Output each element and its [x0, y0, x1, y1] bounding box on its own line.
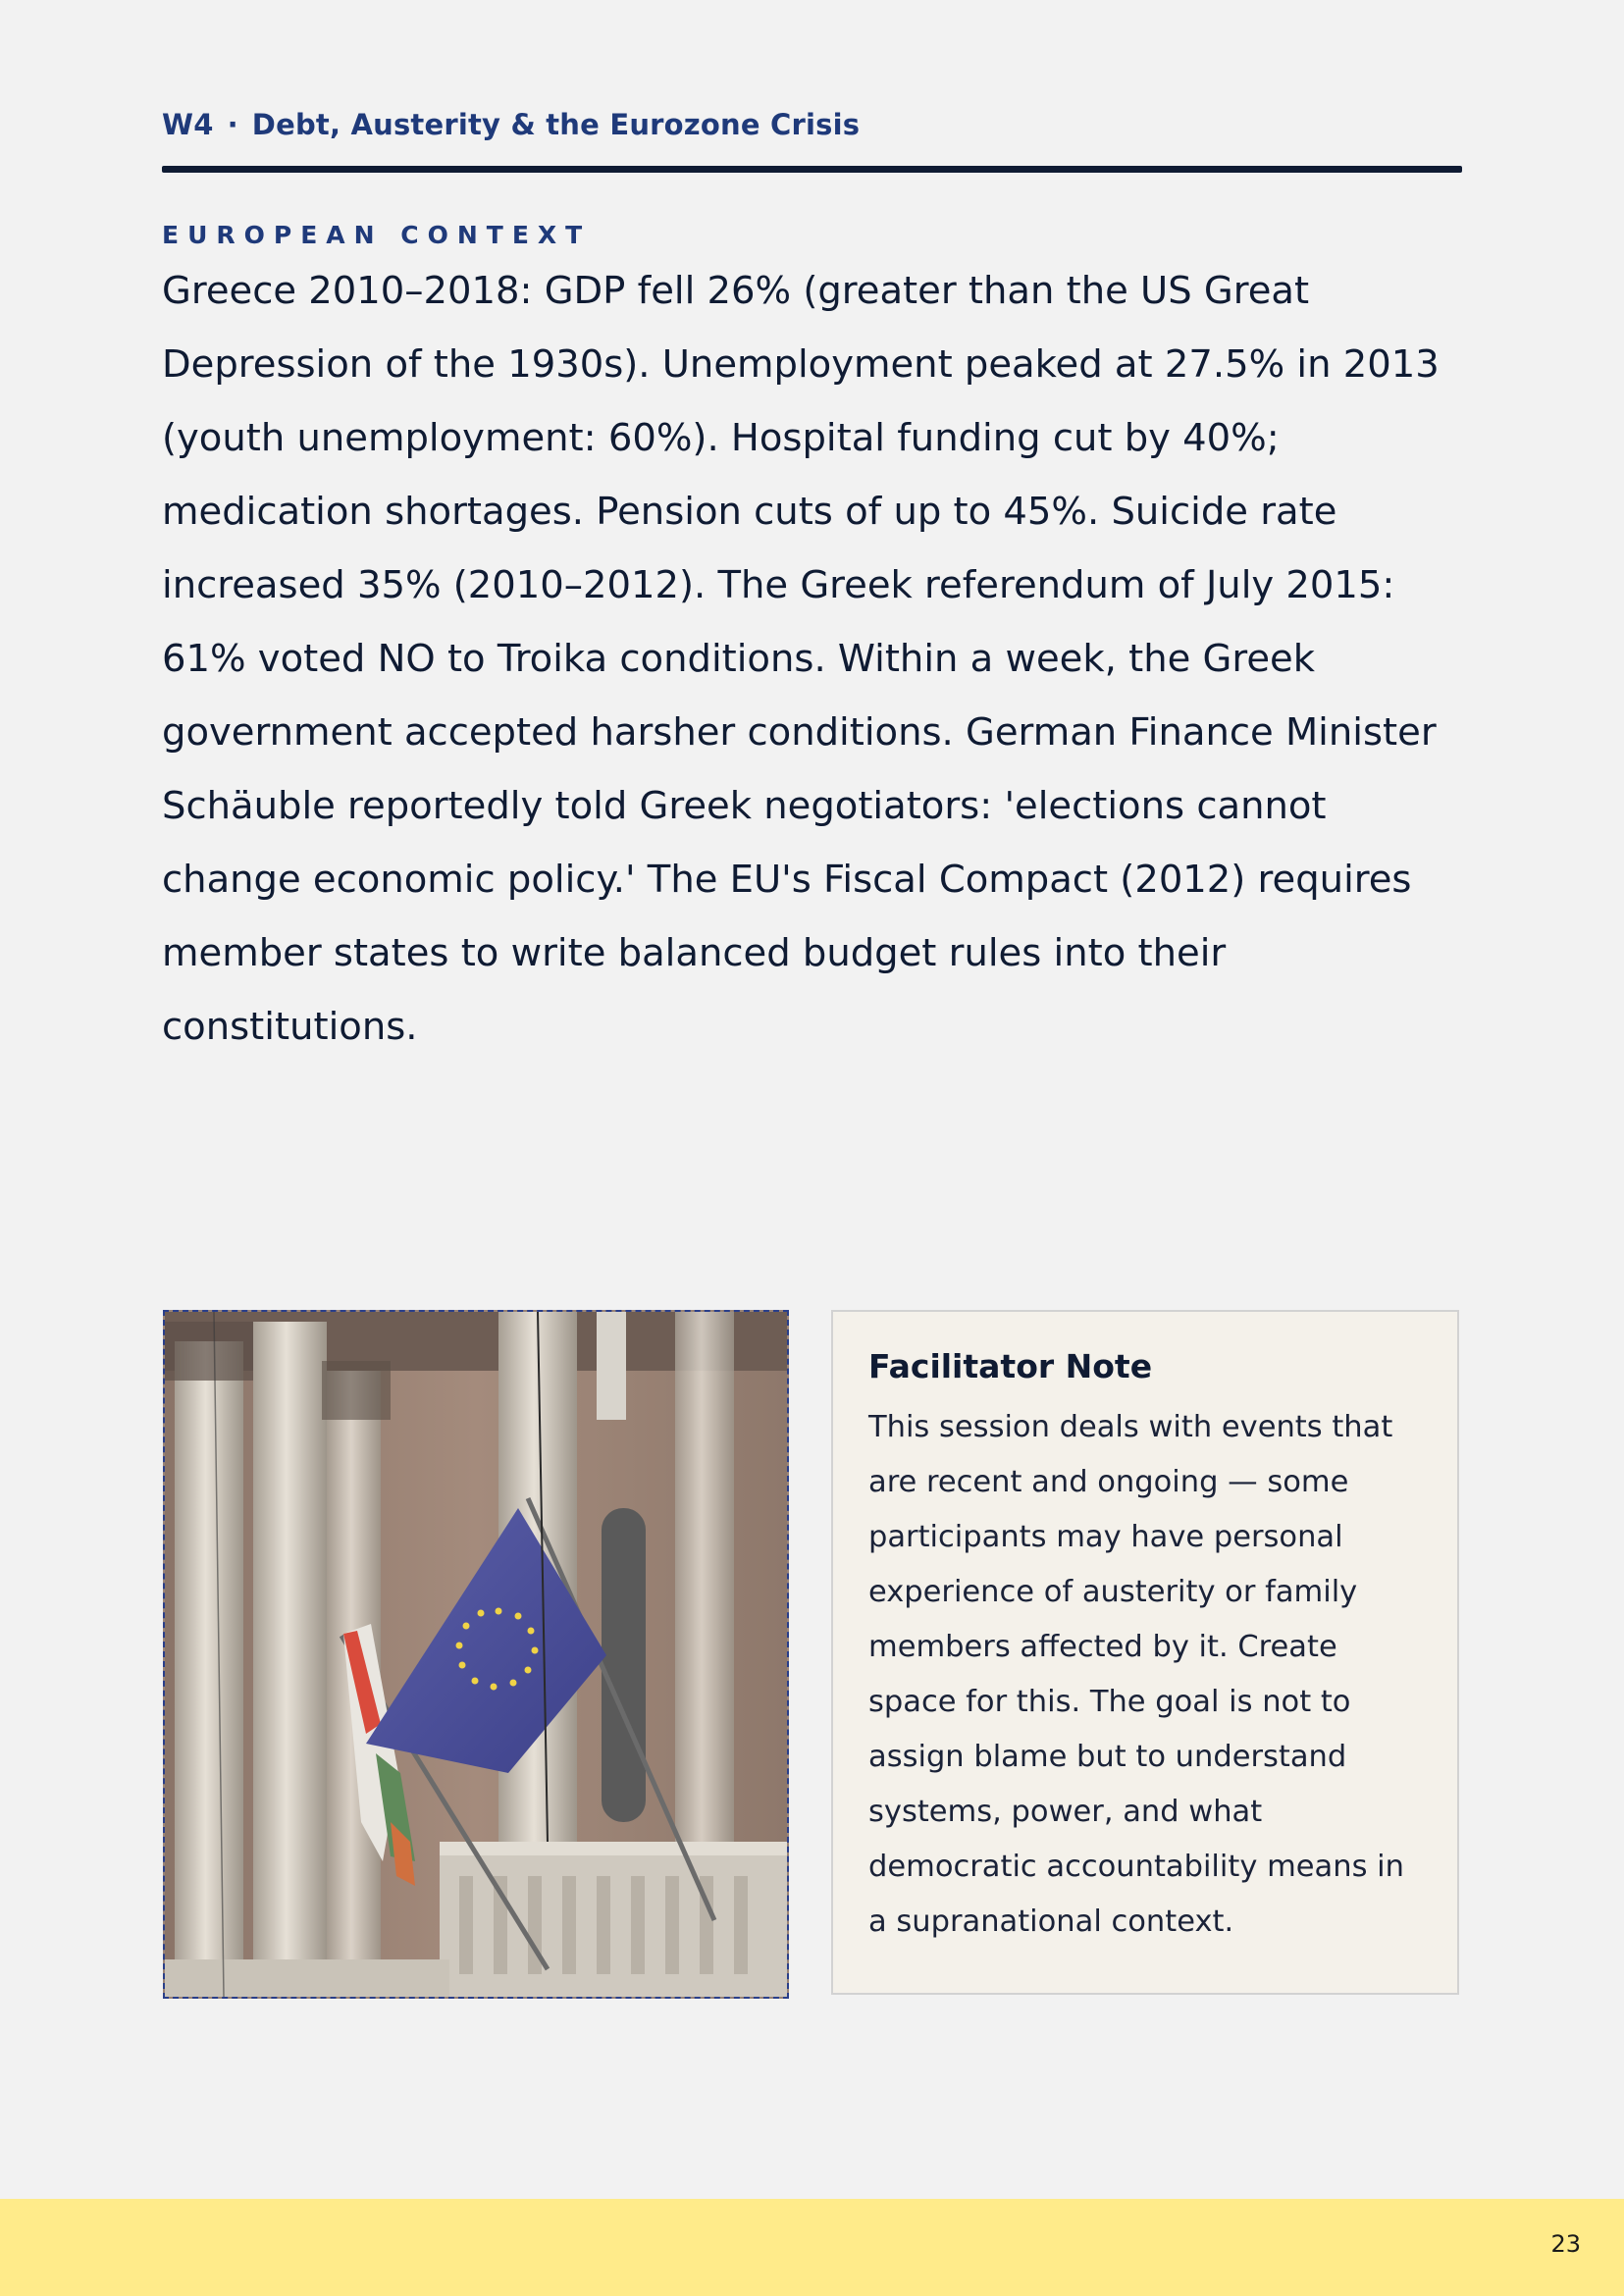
- week-label: W4: [162, 108, 214, 141]
- page-footer: [0, 2199, 1624, 2296]
- section-body: Greece 2010–2018: GDP fell 26% (greater than the US Great Depression of the 1930s). Unemployment peaked at 27.5% in 2013 (youth unemployment: 60%). Hospital funding cut by 40%; medication shortages. Pension cuts of up to 45%. Suicide rate increased 35% (2010–2012). The Greek referendum of July 2015: 61% voted NO to Troika conditions. Within a week, the Greek government accepted harsher conditions. German Finance Minister Schäuble reportedly told Greek negotiators: 'elections cannot change economic policy.' The EU's Fiscal Compact (2012) requires member states to write balanced budget rules into their constitutions.: [162, 269, 1440, 1049]
- header-separator: ·: [227, 108, 238, 141]
- facilitator-note: [831, 1310, 1459, 1995]
- chapter-title: Debt, Austerity & the Eurozone Crisis: [251, 108, 861, 141]
- facilitator-note-body: This session deals with events that are recent and ongoing — some participants may have personal experience of austerity or family members affected by it. Create space for this. The goal is not to assign blame but to understand systems, power, and what democratic accountability means in a supranational context.: [868, 1410, 1404, 1939]
- running-header: [162, 108, 1462, 145]
- eu-flag-illustration: [165, 1312, 787, 1997]
- section-kicker: EUROPEAN CONTEXT: [162, 221, 592, 249]
- page-number: 23: [1550, 2230, 1581, 2258]
- eu-flag-photo: [163, 1310, 789, 1999]
- header-rule: [162, 166, 1462, 173]
- facilitator-note-title: Facilitator Note: [868, 1347, 1153, 1385]
